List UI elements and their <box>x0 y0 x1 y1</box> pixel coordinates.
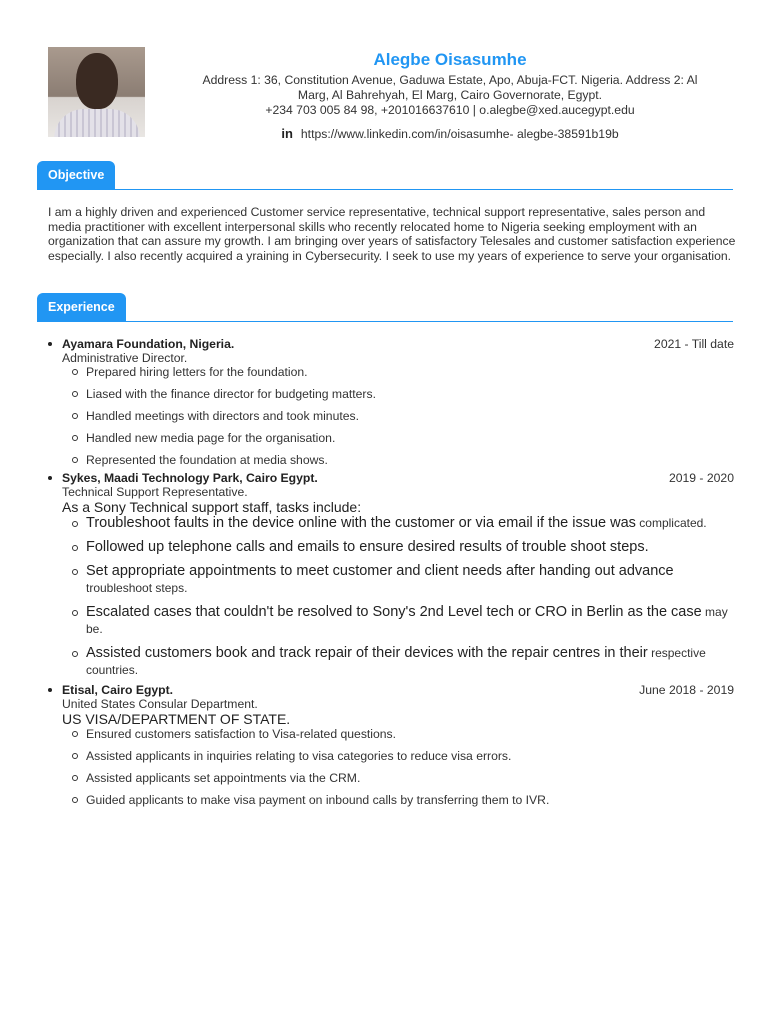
linkedin-icon: in <box>281 126 293 141</box>
task-item: Assisted customers book and track repair of their devices with the repair centres in their respective countries. <box>86 645 734 679</box>
profile-shirt <box>54 109 140 137</box>
profile-photo <box>48 47 145 137</box>
linkedin-row <box>165 126 735 141</box>
task-item: Handled new media page for the organisation. <box>86 431 734 445</box>
job-role: United States Consular Department. <box>62 697 258 711</box>
job-company: Ayamara Foundation, Nigeria. <box>48 337 234 351</box>
job-tasks <box>48 365 734 467</box>
job-intro: US VISA/DEPARTMENT OF STATE. <box>62 711 291 727</box>
job-intro: As a Sony Technical support staff, tasks include: <box>62 499 362 515</box>
task-item: Ensured customers satisfaction to Visa-related questions. <box>86 727 734 741</box>
job-company: Etisal, Cairo Egypt. <box>48 683 173 697</box>
objective-divider <box>37 189 733 190</box>
experience-divider <box>37 321 733 322</box>
job-entry <box>48 337 734 467</box>
task-item: Troubleshoot faults in the device online with the customer or via email if the issue was complicated. <box>86 515 734 532</box>
task-item: Assisted applicants set appointments via the CRM. <box>86 771 734 785</box>
job-dates: June 2018 - 2019 <box>639 683 734 697</box>
resume-header <box>165 50 735 141</box>
job-tasks <box>48 515 734 679</box>
experience-heading: Experience <box>37 293 126 321</box>
job-dates: 2021 - Till date <box>654 337 734 351</box>
task-item: Liased with the finance director for budgeting matters. <box>86 387 734 401</box>
task-item: Set appropriate appointments to meet customer and client needs after handing out advance troubleshoot steps. <box>86 563 734 597</box>
profile-face <box>76 53 118 109</box>
task-item: Escalated cases that couldn't be resolved to Sony's 2nd Level tech or CRO in Berlin as the case may be. <box>86 604 734 638</box>
address-line-2: Marg, Al Bahrehyah, El Marg, Cairo Governorate, Egypt. <box>297 88 603 102</box>
task-item: Followed up telephone calls and emails to ensure desired results of trouble shoot steps. <box>86 539 734 556</box>
job-role: Administrative Director. <box>62 351 188 365</box>
task-item: Assisted applicants in inquiries relating to visa categories to reduce visa errors. <box>86 749 734 763</box>
address-line-1: Address 1: 36, Constitution Avenue, Gaduwa Estate, Apo, Abuja-FCT. Nigeria. Address 2: Al <box>202 73 698 87</box>
objective-text: I am a highly driven and experienced Customer service representative, technical support representative, sales person and media practitioner with excellent interpersonal skills who recently relocated home to Nigeria seeking employment with an organization that can assure my growth. I am bringing over years of satisfactory Telesales and customer satisfaction experience especially. I also recently acquired a yraining in Cybersecurity. I seek to use my years of experience to serve your organisation. <box>48 205 736 263</box>
candidate-name: Alegbe Oisasumhe <box>373 50 527 69</box>
contact-line: +234 703 005 84 98, +201016637610 | o.alegbe@xed.aucegypt.edu <box>265 103 635 117</box>
job-company: Sykes, Maadi Technology Park, Cairo Egypt. <box>48 471 318 485</box>
job-tasks <box>48 727 734 807</box>
task-item: Prepared hiring letters for the foundation. <box>86 365 734 379</box>
task-item: Represented the foundation at media shows. <box>86 453 734 467</box>
linkedin-link[interactable]: https://www.linkedin.com/in/oisasumhe- alegbe-38591b19b <box>300 127 619 141</box>
experience-list <box>48 337 734 815</box>
job-dates: 2019 - 2020 <box>668 471 734 485</box>
job-role: Technical Support Representative. <box>62 485 248 499</box>
job-entry <box>48 683 734 807</box>
job-entry <box>48 471 734 679</box>
task-item: Guided applicants to make visa payment on inbound calls by transferring them to IVR. <box>86 793 734 807</box>
objective-heading: Objective <box>37 161 115 189</box>
task-item: Handled meetings with directors and took minutes. <box>86 409 734 423</box>
